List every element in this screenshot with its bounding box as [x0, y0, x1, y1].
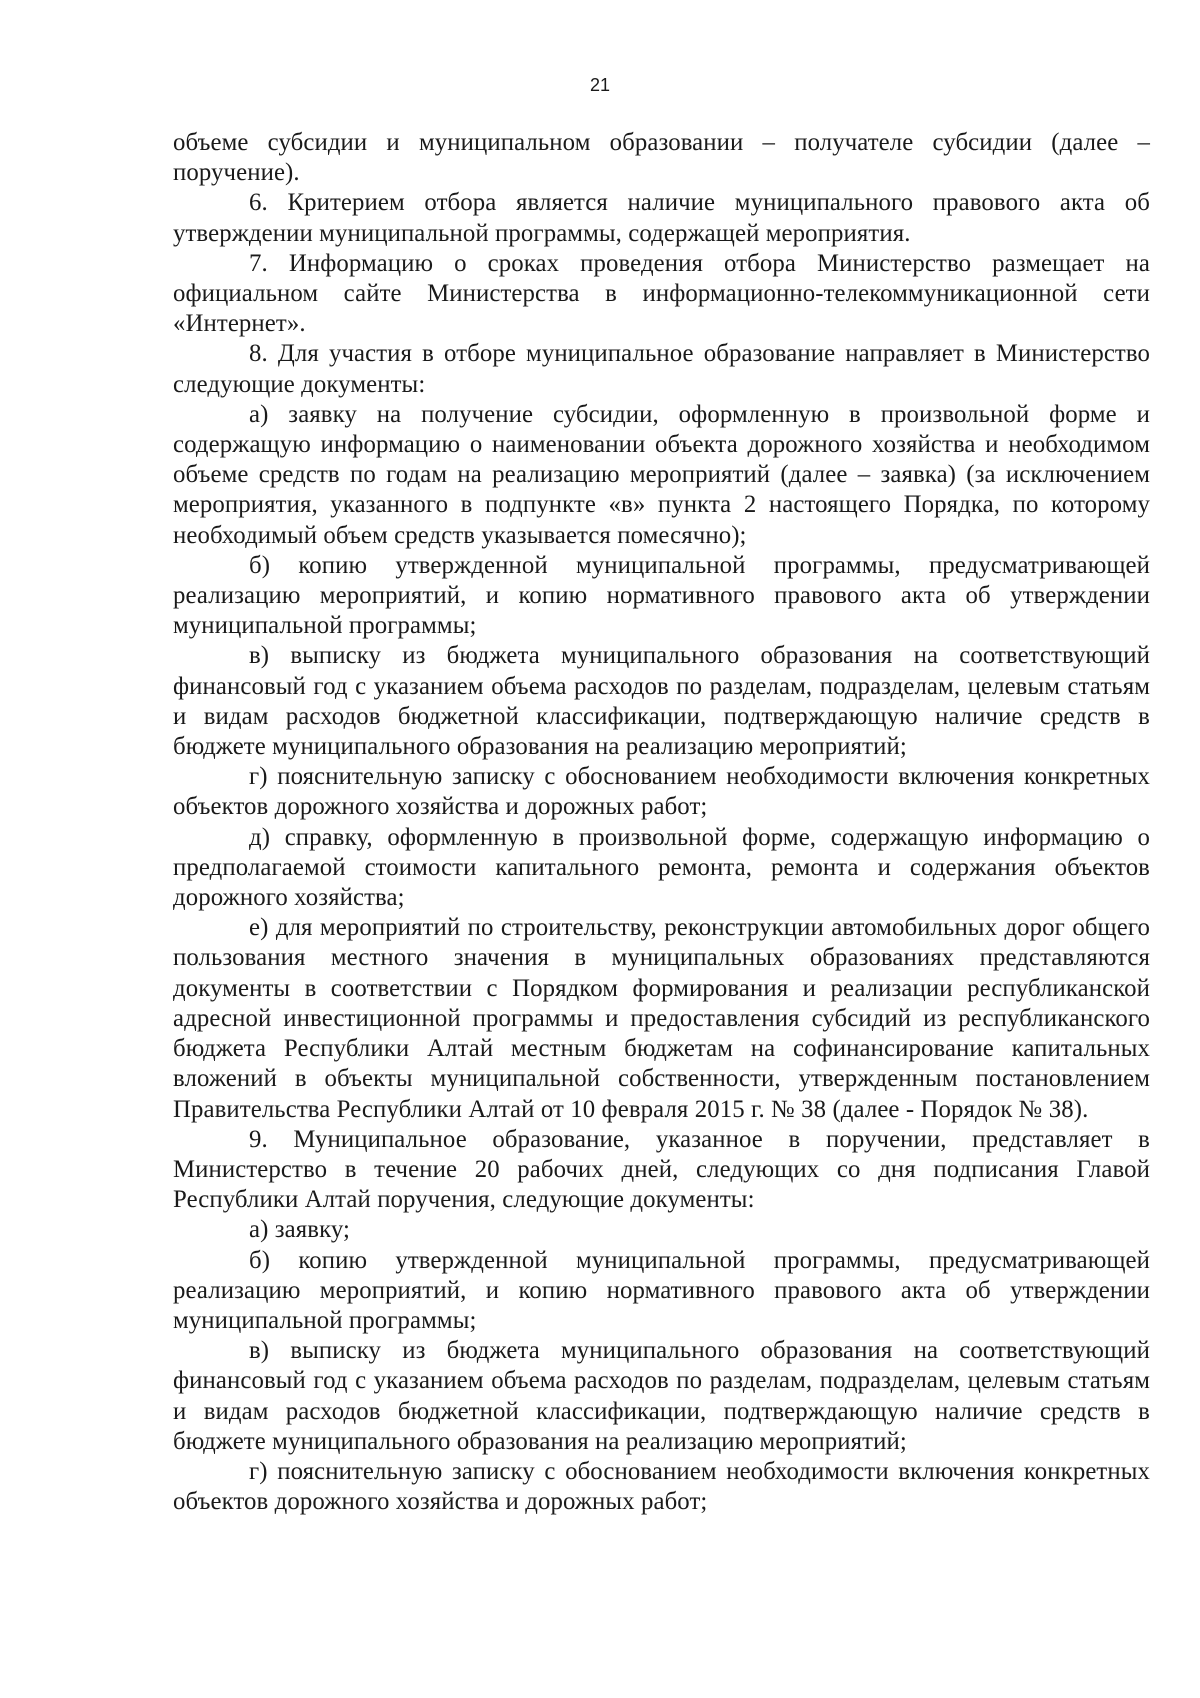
page-number: 21 — [589, 75, 611, 95]
paragraph-item-9v: в) выписку из бюджета муниципального образования на соответствующий финансовый год с указанием объема расходов по разделам, подразделам, целевым статьям и видам расходов бюджетной классификации, подтверждающую наличие средств в бюджете муниципального образования на реализацию мероприятий; — [173, 1337, 1150, 1455]
paragraph-item-9b: б) копию утвержденной муниципальной программы, предусматривающей реализацию мероприятий, и копию нормативного правового акта об утверждении муниципальной программы; — [173, 1246, 1150, 1334]
paragraph-item-9: 9. Муниципальное образование, указанное в поручении, представляет в Министерство в течение 20 рабочих дней, следующих со дня подписания Главой Республики Алтай поручения, следующие документы: — [173, 1125, 1150, 1214]
paragraph-continuation: объеме субсидии и муниципальном образовании – получателе субсидии (далее – поручение). — [173, 129, 1150, 187]
paragraph-item-6: 6. Критерием отбора является наличие муниципального правового акта об утверждении муниципальной программы, содержащей мероприятия. — [173, 189, 1150, 247]
document-body — [173, 128, 1150, 1517]
paragraph-item-8e: е) для мероприятий по строительству, реконструкции автомобильных дорог общего пользования местного значения в муниципальных образованиях представляются документы в соответствии с Порядком формирования и реализации республиканской адресной инвестиционной программы и предоставления субсидий из республиканского бюджета Республики Алтай местным бюджетам на софинансирование капитальных вложений в объекты муниципальной собственности, утвержденным постановлением Правительства Республики Алтай от 10 февраля 2015 г. № 38 (далее - Порядок № 38). — [173, 914, 1150, 1123]
paragraph-item-7: 7. Информацию о сроках проведения отбора Министерство размещает на официальном сайте Министерства в информационно-телекоммуникационной сети «Интернет». — [173, 249, 1150, 338]
paragraph-item-8d: д) справку, оформленную в произвольной форме, содержащую информацию о предполагаемой стоимости капитального ремонта, ремонта и содержания объектов дорожного хозяйства; — [173, 823, 1150, 912]
paragraph-item-9g: г) пояснительную записку с обоснованием необходимости включения конкретных объектов дорожного хозяйства и дорожных работ; — [173, 1457, 1150, 1516]
paragraph-item-9a: а) заявку; — [249, 1216, 351, 1244]
paragraph-item-8: 8. Для участия в отборе муниципальное образование направляет в Министерство следующие документы: — [173, 340, 1150, 398]
paragraph-item-8a: а) заявку на получение субсидии, оформленную в произвольной форме и содержащую информацию о наименовании объекта дорожного хозяйства и необходимом объеме средств по годам на реализацию мероприятий (далее – заявка) (за исключением мероприятия, указанного в подпункте «в» пункта 2 настоящего Порядка, по которому необходимый объем средств указывается помесячно); — [173, 400, 1150, 549]
paragraph-item-8g: г) пояснительную записку с обоснованием необходимости включения конкретных объектов дорожного хозяйства и дорожных работ; — [173, 763, 1150, 821]
paragraph-item-8v: в) выписку из бюджета муниципального образования на соответствующий финансовый год с указанием объема расходов по разделам, подразделам, целевым статьям и видам расходов бюджетной классификации, подтверждающую наличие средств в бюджете муниципального образования на реализацию мероприятий; — [173, 642, 1150, 761]
paragraph-item-8b: б) копию утвержденной муниципальной программы, предусматривающей реализацию мероприятий, и копию нормативного правового акта об утверждении муниципальной программы; — [173, 551, 1150, 640]
